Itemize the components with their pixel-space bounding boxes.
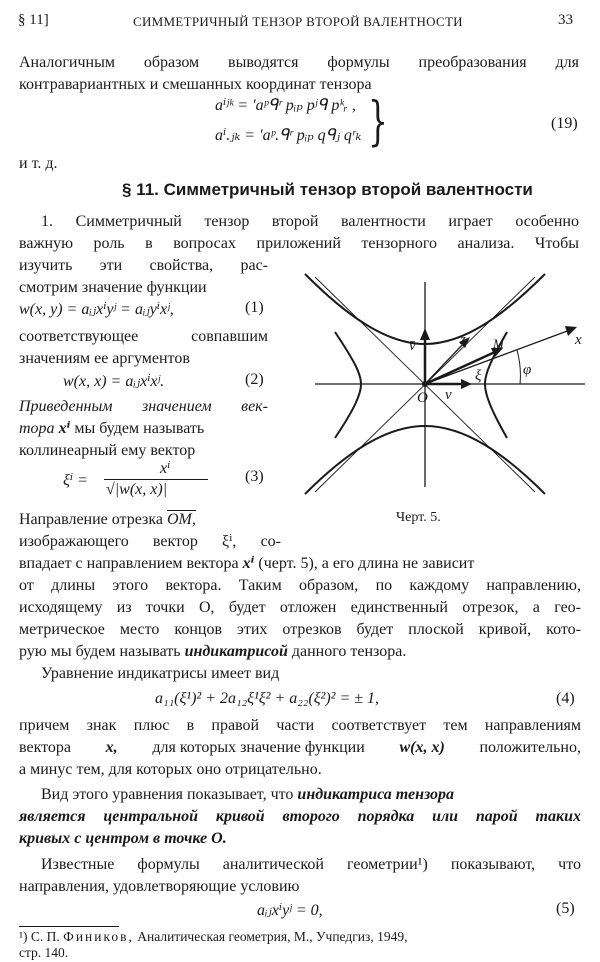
equation-3-numerator: xⁱ: [160, 460, 171, 477]
indicatrix-term: индикатрисой: [184, 643, 288, 660]
equation-2-number: (2): [245, 371, 264, 388]
footnote-rule: [19, 926, 119, 927]
running-title: СИММЕТРИЧНЫЙ ТЕНЗОР ВТОРОЙ ВАЛЕНТНОСТИ: [133, 14, 463, 29]
para4-line-6: метрическое место концов этих отрезков будет плоской кривой, кото-: [19, 621, 581, 638]
label-xi: ξ: [475, 368, 482, 384]
para4-line-7a: рую мы будем называть: [19, 643, 181, 660]
para6-line-1: причем знак плюс в правой части соответствует тем направлениям: [19, 717, 581, 734]
label-v-bar: v̄: [409, 338, 416, 354]
para2-line-1: соответствующее совпавшим: [19, 328, 268, 345]
para1-line-4: смотрим значение функции: [19, 279, 207, 296]
equation-19-line-2: aⁱ.ⱼₖ = ′aᵖ.ᑫʳ pᵢₚ qᑫⱼ qʳₖ: [215, 127, 362, 144]
para4-line-4: от длины этого вектора. Таким образом, по каждому направлению,: [19, 577, 581, 594]
footnote-line-2: стр. 140.: [19, 945, 69, 960]
footnote-author: Фиников,: [63, 929, 134, 944]
label-O: O: [417, 390, 428, 406]
header-section-ref: § 11]: [18, 12, 49, 28]
para6-line-2e: положительно,: [479, 739, 581, 756]
para2-line-2: значениям ее аргументов: [19, 350, 190, 367]
figure-caption: Черт. 5.: [396, 510, 441, 525]
label-phi: φ: [523, 362, 532, 378]
right-brace: }: [368, 92, 388, 152]
vector-x-symbol-2: xⁱ: [242, 555, 255, 572]
hyperbola-left: [335, 332, 361, 438]
section-heading: § 11. Симметричный тензор второй валентности: [122, 180, 533, 199]
vector-x-symbol: xⁱ: [58, 420, 71, 437]
equation-19-line-1: aⁱʲᵏ = ′aᵖᑫʳ pᵢₚ pʲᑫ pᵏᵣ ,: [215, 97, 356, 114]
para5: Уравнение индикатрисы имеет вид: [41, 665, 280, 682]
equation-3-denominator: √|w(x, x)|: [106, 481, 168, 498]
para1-line-1: 1. Симметричный тензор второй валентности играет особенно: [41, 213, 579, 230]
vector-x-symbol-3: x,: [105, 739, 118, 756]
para8-line-2: направления, удовлетворяющие условию: [19, 878, 300, 895]
equation-3-number: (3): [245, 468, 264, 485]
vector-z: [425, 342, 465, 384]
label-v: v: [445, 387, 452, 403]
label-x: x: [575, 332, 582, 348]
footnote-line-1a: ¹) С. П.: [19, 929, 60, 944]
para4-line-7: [19, 640, 406, 663]
etc-text: и т. д.: [19, 155, 58, 172]
para3-line-2a: тора: [19, 420, 55, 437]
equation-1: w(x, y) = aᵢⱼxⁱyʲ = aᵢⱼyⁱxʲ,: [19, 301, 174, 318]
equation-3-lhs: ξⁱ =: [63, 472, 88, 489]
equation-5-number: (5): [556, 900, 575, 917]
para1-line-3: изучить эти свойства, рас-: [19, 257, 268, 274]
para1-line-2: важную роль в вопросах приложений тензорного анализа. Чтобы: [19, 235, 579, 252]
para4-line-5: исходящему из точки O, будет отложен единственный отрезок, а гео-: [19, 599, 581, 616]
page-number: 33: [558, 12, 573, 28]
para3-line-2c: мы будем называть: [74, 420, 205, 437]
segment-OM: OM,: [167, 511, 196, 528]
para7-line-1: [41, 783, 454, 806]
para6-line-3: а минус тем, для которых оно отрицательно.: [19, 761, 322, 778]
function-w: w(x, x): [399, 739, 445, 756]
para4-line-3a: впадает с направлением вектора: [19, 555, 239, 572]
para3-line-2: [19, 417, 204, 440]
para4-line-1: [19, 508, 196, 531]
fraction-bar: [104, 479, 208, 480]
label-z: z: [460, 332, 466, 348]
para4-line-2: изображающего вектор ξⁱ, со-: [19, 533, 281, 550]
para7-line-1b: индикатриса тензора: [297, 786, 455, 803]
para4-line-7c: данного тензора.: [291, 643, 407, 660]
para4-line-3: [19, 552, 474, 575]
para6-line-2: [19, 736, 581, 759]
equation-2: w(x, x) = aᵢⱼxⁱxʲ.: [63, 373, 165, 390]
para6-line-2c: для которых значение функции: [152, 739, 365, 756]
origin-point: [422, 381, 428, 387]
arrowhead-v: [461, 379, 472, 389]
para3-line-3: коллинеарный ему вектор: [19, 442, 196, 459]
para7-line-3: кривых с центром в точке O.: [19, 830, 227, 847]
label-M: M: [493, 336, 504, 351]
arrowhead-v-bar: [420, 328, 430, 340]
intro-line-1: Аналогичным образом выводятся формулы преобразования для: [19, 54, 579, 71]
equation-5: aᵢⱼxⁱyʲ = 0,: [257, 902, 323, 919]
footnote-line-1c: Аналитическая геометрия, М., Учпедгиз, 1949,: [137, 929, 408, 944]
equation-4-number: (4): [556, 690, 575, 707]
para4-line-1a: Направление отрезка: [19, 511, 163, 528]
para6-line-2a: вектора: [19, 739, 72, 756]
para8-line-1: Известные формулы аналитической геометрии¹) показывают, что: [41, 856, 581, 873]
intro-line-2: контравариантных и смешанных координат тензора: [19, 76, 372, 93]
angle-phi-arc: [517, 350, 520, 384]
para7-line-1a: Вид этого уравнения показывает, что: [41, 786, 294, 803]
equation-4: a₁₁(ξ¹)² + 2a₁₂ξ¹ξ² + a₂₂(ξ²)² = ± 1,: [155, 690, 380, 707]
figure-5-diagram: [285, 252, 595, 514]
para7-line-2: является центральной кривой второго порядка или парой таких: [19, 808, 581, 825]
equation-19-number: (19): [551, 115, 578, 132]
footnote-line-1: [19, 928, 407, 946]
equation-1-number: (1): [245, 299, 264, 316]
para4-line-3c: (черт. 5), а его длина не зависит: [258, 555, 475, 572]
para3-line-1: Приведенным значением век-: [19, 398, 268, 415]
